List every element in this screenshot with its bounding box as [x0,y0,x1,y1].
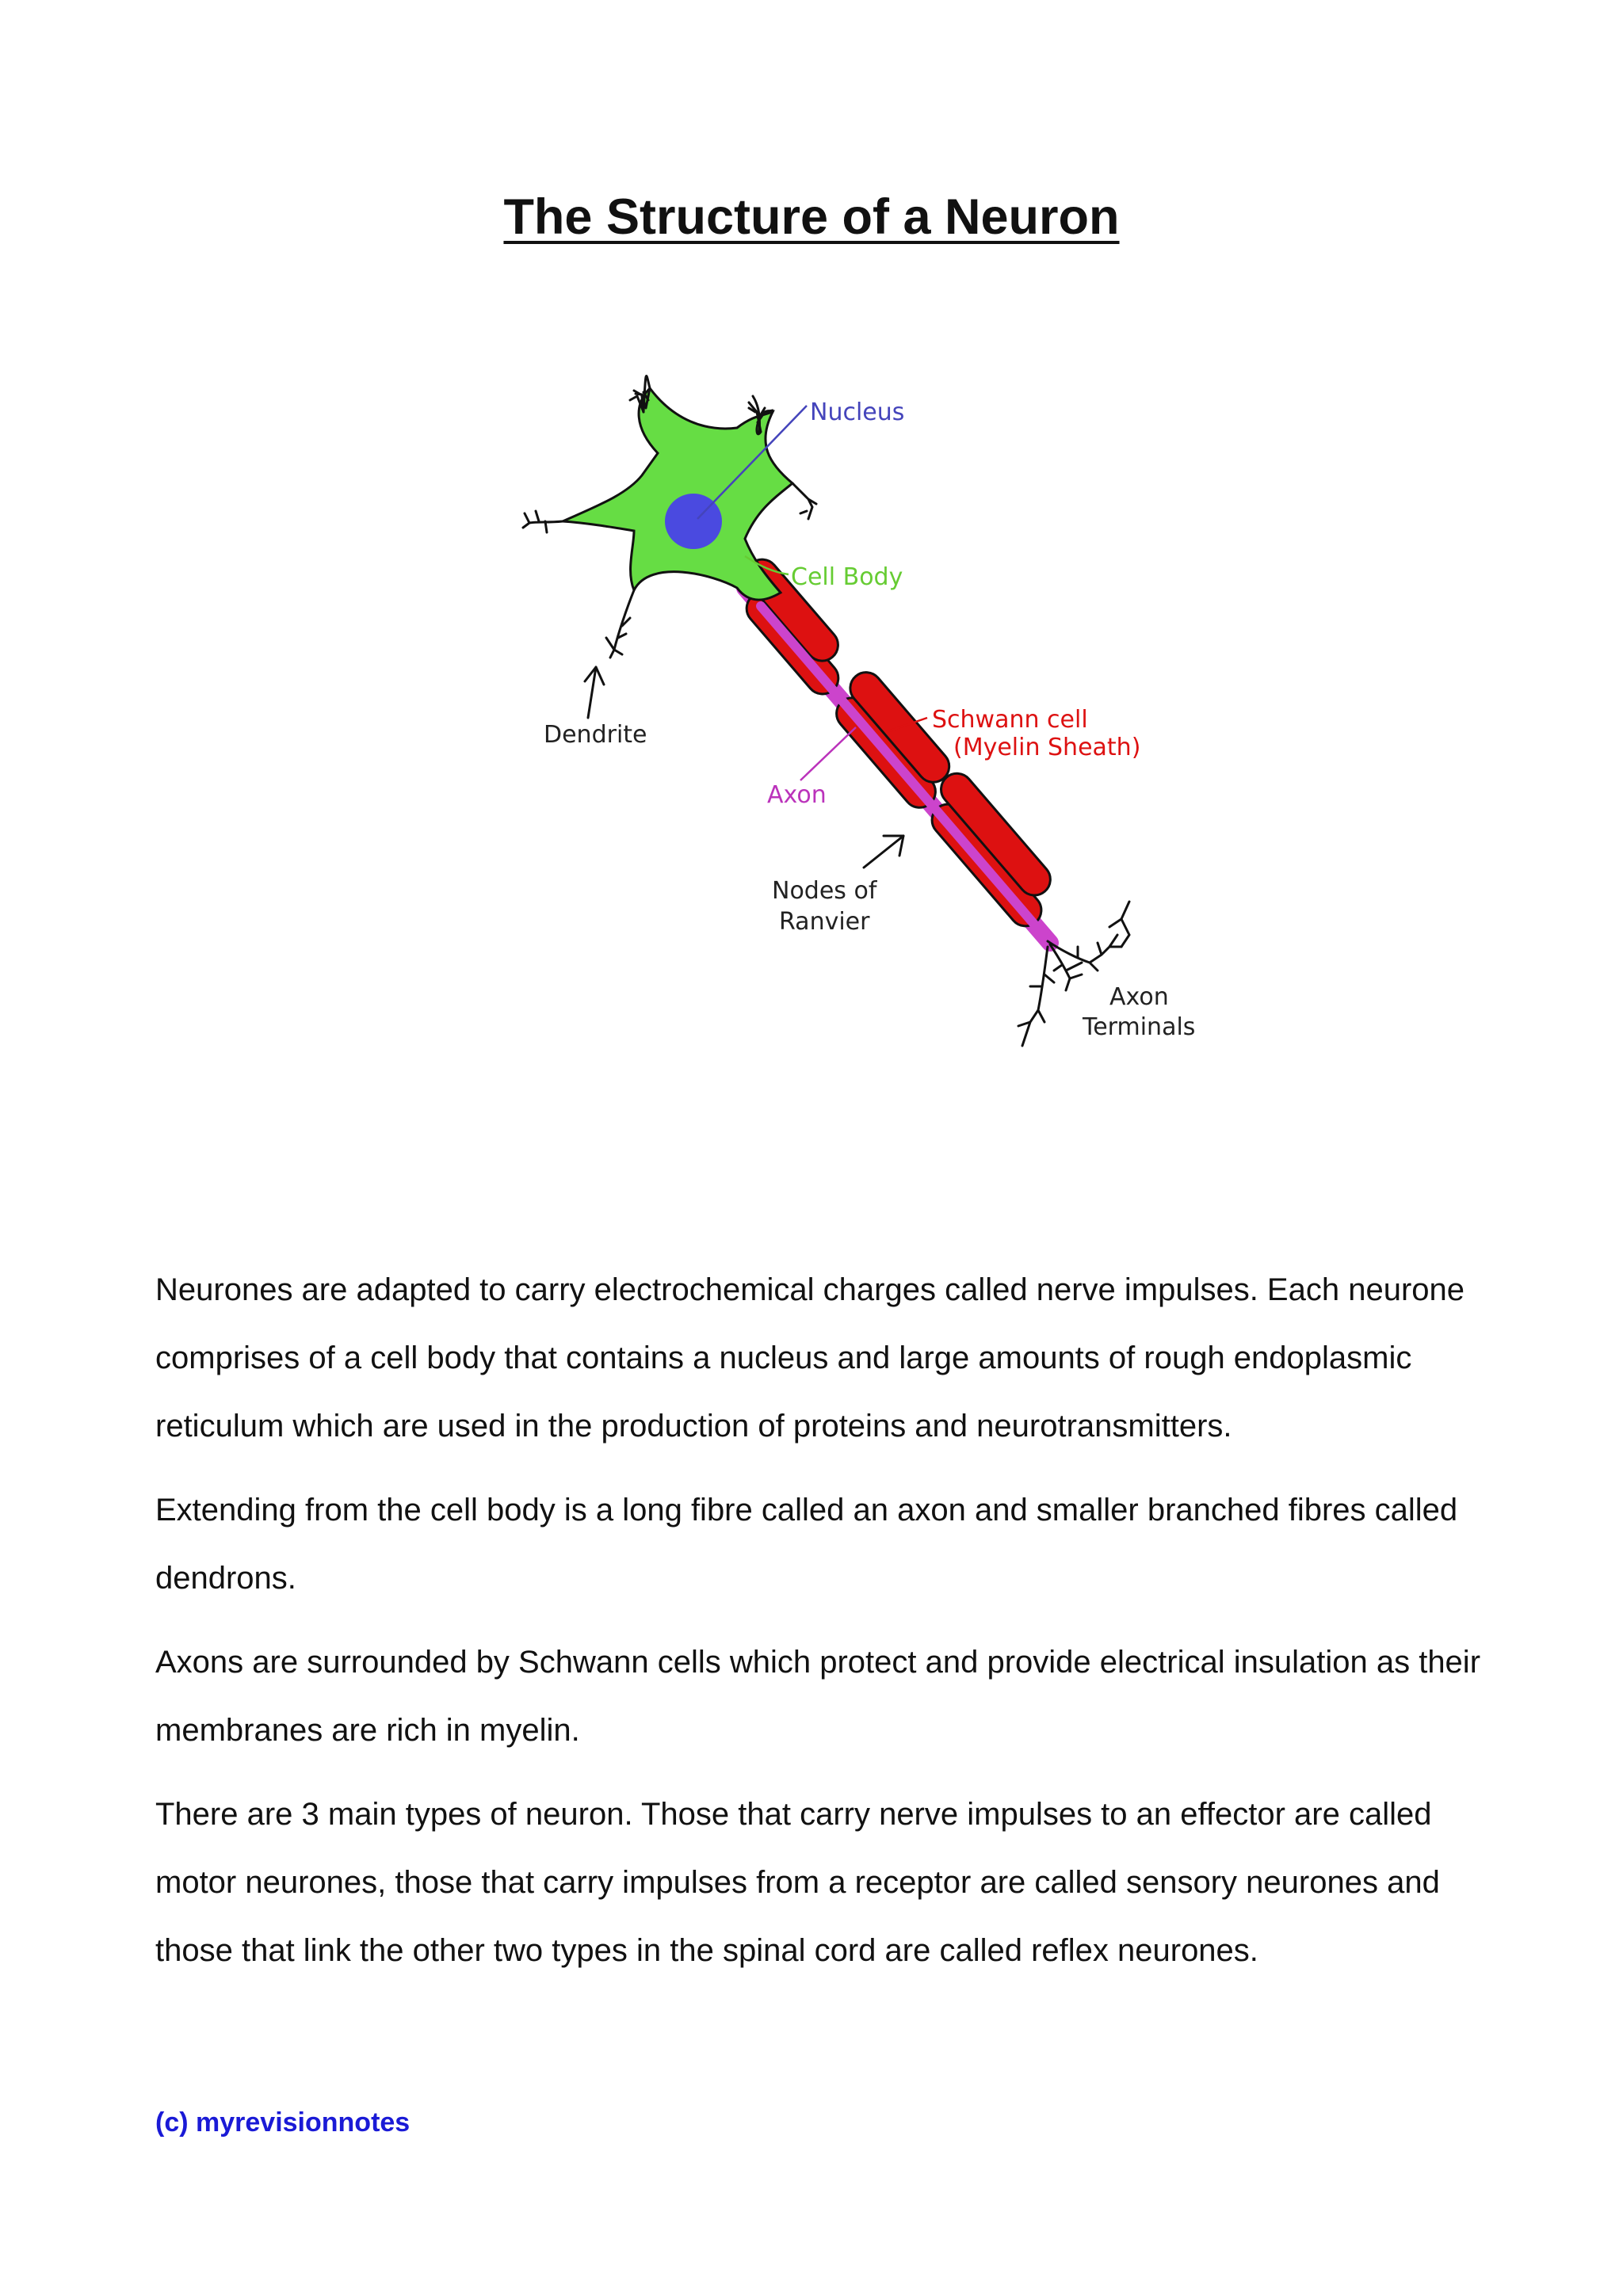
cell-body-label: Cell Body [791,563,903,591]
page-title: The Structure of a Neuron [503,189,1120,245]
dendrite-label: Dendrite [544,721,647,749]
paragraph: There are 3 main types of neuron. Those that carry nerve impulses to an effector are called motor neurones, those that carry impulses from a receptor are called sensory neurones and those that link the other two types in the spinal cord are called reflex neurones. [155,1797,1440,1968]
copyright-credit: (c) myrevisionnotes [155,2107,411,2138]
body-text [155,1256,1518,2000]
paragraph: Extending from the cell body is a long fibre called an axon and smaller branched fibres called dendrons. [155,1493,1458,1596]
dendrite-arrow [585,667,604,718]
schwann-cell-label: Schwann cell [932,706,1088,734]
nodes-arrow [864,836,903,868]
paragraph: Axons are surrounded by Schwann cells which protect and provide electrical insulation as their membranes are rich in myelin. [155,1645,1481,1748]
axon-label: Axon [767,781,827,809]
neuron-illustration [523,376,1195,1046]
nodes-of-ranvier-label-line2: Ranvier [779,908,870,936]
paragraph: Neurones are adapted to carry electrochemical charges called nerve impulses. Each neurone comprises of a cell body that contains a nucleus and large amounts of rough endoplasmic reticulum which are used in the production of proteins and neurotransmitters. [155,1272,1465,1444]
myelin-sheath-label: (Myelin Sheath) [953,734,1141,761]
axon-terminals-label-line1: Axon [1109,983,1169,1011]
nucleus-label: Nucleus [810,399,905,426]
axon-terminals-label-line2: Terminals [1083,1013,1196,1041]
nodes-of-ranvier-label-line1: Nodes of [772,877,877,905]
neuron-diagram [0,0,1623,1109]
axon-leader-line [800,727,856,780]
